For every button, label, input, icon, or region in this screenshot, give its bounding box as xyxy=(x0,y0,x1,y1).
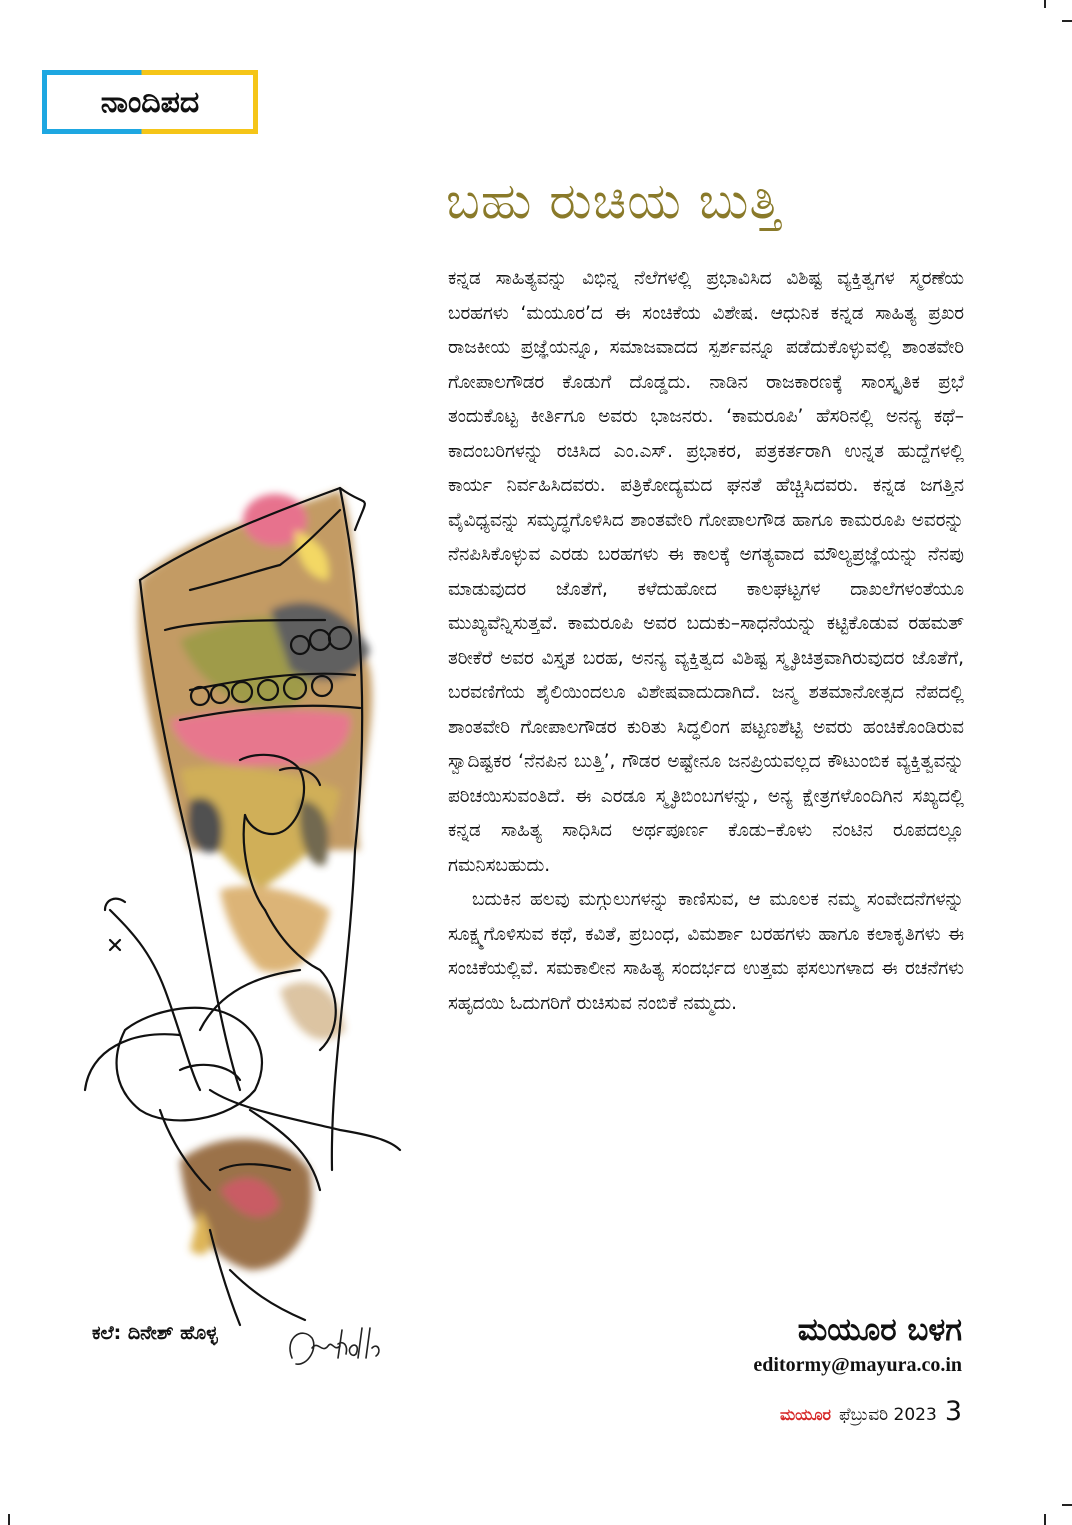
watercolor-illustration xyxy=(70,470,420,1330)
issue-date: ಫೆಬ್ರುವರಿ 2023 xyxy=(839,1405,937,1425)
crop-mark-right-upper xyxy=(1062,20,1072,22)
crop-mark-bottom-right xyxy=(1044,1514,1046,1525)
section-label: ನಾಂದಿಪದ xyxy=(100,84,200,120)
article-paragraph-2: ಬದುಕಿನ ಹಲವು ಮಗ್ಗುಲುಗಳನ್ನು ಕಾಣಿಸುವ, ಆ ಮೂಲಕ ನಮ್ಮ ಸಂವೇದನೆಗಳನ್ನು ಸೂಕ್ಷ್ಮಗೊಳಿಸುವ ಕಥೆ, ಕವಿತೆ, ಪ್ರಬಂಧ, ವಿಮರ್ಶಾ ಬರಹಗಳು ಹಾಗೂ ಕಲಾಕೃತಿಗಳು ಈ ಸಂಚಿಕೆಯಲ್ಲಿವೆ. ಸಮಕಾಲೀನ ಸಾಹಿತ್ಯ ಸಂದರ್ಭದ ಉತ್ತಮ ಫಸಲುಗಳಾದ ಈ ರಚನೆಗಳು ಸಹೃದಯಿ ಓದುಗರಿಗೆ ರುಚಿಸುವ ನಂಬಿಕೆ ನಮ್ಮದು. xyxy=(448,889,964,1014)
artist-signature xyxy=(282,1318,382,1374)
headline: ಬಹು ರುಚಿಯ ಬುತ್ತಿ xyxy=(446,172,782,230)
crop-mark-top-right xyxy=(1044,0,1046,8)
section-tag xyxy=(42,70,258,134)
art-credit: ಕಲೆ: ದಿನೇಶ್ ಹೊಳ್ಳ xyxy=(92,1322,218,1344)
signoff: ಮಯೂರ ಬಳಗ xyxy=(797,1312,962,1348)
editor-email[interactable]: editormy@mayura.co.in xyxy=(753,1354,962,1376)
article-paragraph-1: ಕನ್ನಡ ಸಾಹಿತ್ಯವನ್ನು ವಿಭಿನ್ನ ನೆಲೆಗಳಲ್ಲಿ ಪ್ರಭಾವಿಸಿದ ವಿಶಿಷ್ಟ ವ್ಯಕ್ತಿತ್ವಗಳ ಸ್ಮರಣೆಯ ಬರಹಗಳು ‘ಮಯೂರ’ದ ಈ ಸಂಚಿಕೆಯ ವಿಶೇಷ. ಆಧುನಿಕ ಕನ್ನಡ ಸಾಹಿತ್ಯ ಪ್ರಖರ ರಾಜಕೀಯ ಪ್ರಜ್ಞೆಯನ್ನೂ, ಸಮಾಜವಾದದ ಸ್ಪರ್ಶವನ್ನೂ ಪಡೆದುಕೊಳ್ಳುವಲ್ಲಿ ಶಾಂತವೇರಿ ಗೋಪಾಲಗೌಡರ ಕೊಡುಗೆ ದೊಡ್ಡದು. ನಾಡಿನ ರಾಜಕಾರಣಕ್ಕೆ ಸಾಂಸ್ಕೃತಿಕ ಪ್ರಭೆ ತಂದುಕೊಟ್ಟ ಕೀರ್ತಿಗೂ ಅವರು ಭಾಜನರು. ‘ಕಾಮರೂಪಿ’ ಹೆಸರಿನಲ್ಲಿ ಅನನ್ಯ ಕಥೆ–ಕಾದಂಬರಿಗಳನ್ನು ರಚಿಸಿದ ಎಂ.ಎಸ್. ಪ್ರಭಾಕರ, ಪತ್ರಕರ್ತರಾಗಿ ಉನ್ನತ ಹುದ್ದೆಗಳಲ್ಲಿ ಕಾರ್ಯ ನಿರ್ವಹಿಸಿದವರು. ಪತ್ರಿಕೋದ್ಯಮದ ಘನತೆ ಹೆಚ್ಚಿಸಿದವರು. ಕನ್ನಡ ಜಗತ್ತಿನ ವೈವಿಧ್ಯವನ್ನು ಸಮೃದ್ಧಗೊಳಿಸಿದ ಶಾಂತವೇರಿ ಗೋಪಾಲಗೌಡ ಹಾಗೂ ಕಾಮರೂಪಿ ಅವರನ್ನು ನೆನಪಿಸಿಕೊಳ್ಳುವ ಎರಡು ಬರಹಗಳು ಈ ಕಾಲಕ್ಕೆ ಅಗತ್ಯವಾದ ಮೌಲ್ಯಪ್ರಜ್ಞೆಯನ್ನು ನೆನಪು ಮಾಡುವುದರ ಜೊತೆಗೆ, ಕಳೆದುಹೋದ ಕಾಲಘಟ್ಟಗಳ ದಾಖಲೆಗಳಂತೆಯೂ ಮುಖ್ಯವೆನ್ನಿಸುತ್ತವೆ. ಕಾಮರೂಪಿ ಅವರ ಬದುಕು–ಸಾಧನೆಯನ್ನು ಕಟ್ಟಿಕೊಡುವ ರಹಮತ್ ತರೀಕೆರೆ ಅವರ ವಿಸ್ತೃತ ಬರಹ, ಅನನ್ಯ ವ್ಯಕ್ತಿತ್ವದ ವಿಶಿಷ್ಟ ಸ್ಮೃತಿಚಿತ್ರವಾಗಿರುವುದರ ಜೊತೆಗೆ, ಬರವಣಿಗೆಯ ಶೈಲಿಯಿಂದಲೂ ವಿಶೇಷವಾದುದಾಗಿದೆ. ಜನ್ಮ ಶತಮಾನೋತ್ಸದ ನೆಪದಲ್ಲಿ ಶಾಂತವೇರಿ ಗೋಪಾಲಗೌಡರ ಕುರಿತು ಸಿದ್ಧಲಿಂಗ ಪಟ್ಟಣಶೆಟ್ಟಿ ಅವರು ಹಂಚಿಕೊಂಡಿರುವ ಸ್ವಾದಿಷ್ಟಕರ ‘ನೆನಪಿನ ಬುತ್ತಿ’, ಗೌಡರ ಅಷ್ಟೇನೂ ಜನಪ್ರಿಯವಲ್ಲದ ಕೌಟುಂಬಿಕ ವ್ಯಕ್ತಿತ್ವವನ್ನು ಪರಿಚಯಿಸುವಂತಿದೆ. ಈ ಎರಡೂ ಸ್ಮೃತಿಬಿಂಬಗಳನ್ನು, ಅನ್ಯ ಕ್ಷೇತ್ರಗಳೊಂದಿಗಿನ ಸಖ್ಯದಲ್ಲಿ ಕನ್ನಡ ಸಾಹಿತ್ಯ ಸಾಧಿಸಿದ ಅರ್ಥಪೂರ್ಣ ಕೊಡು–ಕೊಳು ನಂಟಿನ ರೂಪದಲ್ಲೂ ಗಮನಿಸಬಹುದು. xyxy=(448,268,964,876)
editorial-article xyxy=(448,262,964,1021)
page-number: 3 xyxy=(944,1396,962,1427)
crop-mark-bottom-left xyxy=(8,1514,10,1525)
page-footer xyxy=(780,1396,962,1427)
crop-mark-right-lower xyxy=(1062,1504,1072,1506)
magazine-brand: ಮಯೂರ xyxy=(779,1405,831,1424)
